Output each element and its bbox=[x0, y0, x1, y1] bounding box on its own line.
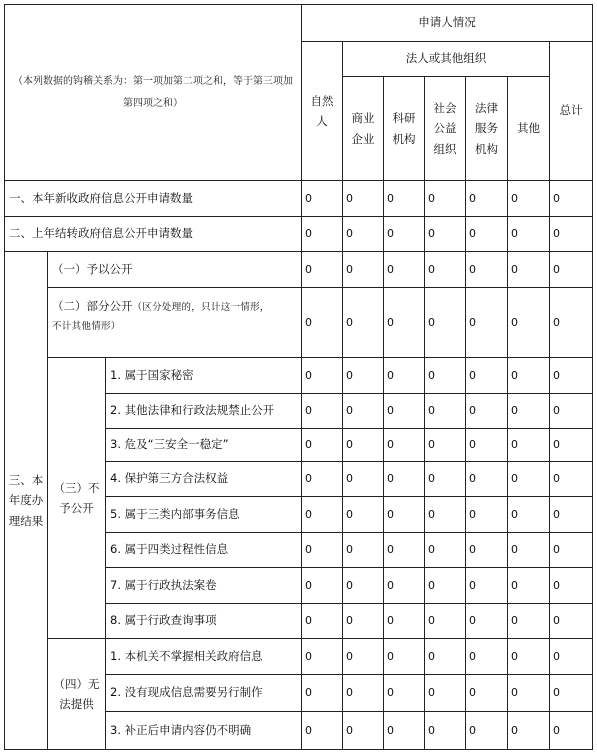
value-cell bbox=[425, 217, 466, 252]
unable-item-text: 3. 补正后申请内容仍不明确 bbox=[110, 722, 252, 737]
value-number: 0 bbox=[387, 191, 394, 205]
value-cell bbox=[384, 358, 425, 394]
value-cell bbox=[302, 712, 343, 750]
group-not-disclosed bbox=[48, 358, 106, 639]
value-cell bbox=[343, 497, 384, 533]
value-cell bbox=[508, 497, 550, 533]
value-number: 0 bbox=[346, 227, 353, 241]
value-cell bbox=[425, 639, 466, 675]
value-number: 0 bbox=[387, 227, 394, 241]
value-number: 0 bbox=[305, 614, 312, 628]
row-partially-disclosed-note-a: （区分处理的，只计这一情形， bbox=[132, 302, 270, 313]
value-number: 0 bbox=[511, 649, 518, 663]
value-cell bbox=[425, 568, 466, 604]
value-cell bbox=[466, 181, 508, 217]
group-annual-results-line-3: 理结果 bbox=[8, 513, 44, 528]
value-number: 0 bbox=[553, 438, 560, 452]
value-cell bbox=[508, 358, 550, 394]
value-number: 0 bbox=[469, 578, 476, 592]
not-disclosed-item-label bbox=[106, 533, 302, 568]
value-cell bbox=[425, 181, 466, 217]
value-cell bbox=[466, 288, 508, 358]
not-disclosed-item-label bbox=[106, 462, 302, 497]
value-cell bbox=[466, 604, 508, 639]
value-cell bbox=[343, 252, 384, 288]
value-cell bbox=[302, 675, 343, 712]
value-number: 0 bbox=[511, 368, 518, 382]
value-cell bbox=[550, 429, 593, 462]
value-cell bbox=[343, 429, 384, 462]
value-cell bbox=[508, 252, 550, 288]
value-number: 0 bbox=[428, 438, 435, 452]
value-cell bbox=[302, 288, 343, 358]
value-cell bbox=[302, 394, 343, 429]
value-cell bbox=[384, 568, 425, 604]
row-partially-disclosed-note-b: 不计其他情形） bbox=[52, 320, 121, 332]
value-cell bbox=[466, 429, 508, 462]
not-disclosed-item-text: 6. 属于四类过程性信息 bbox=[110, 542, 229, 557]
value-number: 0 bbox=[469, 472, 476, 486]
value-cell bbox=[343, 675, 384, 712]
value-cell bbox=[508, 181, 550, 217]
value-cell bbox=[466, 639, 508, 675]
value-cell bbox=[466, 217, 508, 252]
value-number: 0 bbox=[553, 507, 560, 521]
value-cell bbox=[508, 639, 550, 675]
value-number: 0 bbox=[387, 315, 394, 329]
value-cell bbox=[343, 533, 384, 568]
value-number: 0 bbox=[428, 649, 435, 663]
group-unable-to-provide-line-2: 法提供 bbox=[59, 697, 94, 711]
unable-item-text: 1. 本机关不掌握相关政府信息 bbox=[110, 648, 263, 663]
value-cell bbox=[384, 462, 425, 497]
value-number: 0 bbox=[428, 262, 435, 276]
value-number: 0 bbox=[553, 368, 560, 382]
row-new-requests-text: 一、本年新收政府信息公开申请数量 bbox=[9, 190, 193, 205]
header-other-label: 其他 bbox=[517, 120, 540, 135]
value-cell bbox=[343, 181, 384, 217]
value-number: 0 bbox=[305, 507, 312, 521]
value-number: 0 bbox=[553, 578, 560, 592]
not-disclosed-item-text: 8. 属于行政查询事项 bbox=[110, 613, 217, 628]
row-disclosed-text: （一）予以公开 bbox=[52, 261, 133, 276]
header-legal-org-label: 法人或其他组织 bbox=[405, 51, 487, 66]
group-annual-results-line-2: 年度办 bbox=[8, 493, 44, 508]
value-cell bbox=[302, 252, 343, 288]
value-number: 0 bbox=[428, 315, 435, 329]
value-number: 0 bbox=[553, 614, 560, 628]
value-number: 0 bbox=[387, 723, 394, 737]
value-cell bbox=[302, 181, 343, 217]
value-cell bbox=[550, 288, 593, 358]
header-legal-org bbox=[343, 42, 550, 77]
value-number: 0 bbox=[511, 191, 518, 205]
value-number: 0 bbox=[469, 191, 476, 205]
value-number: 0 bbox=[305, 472, 312, 486]
value-cell bbox=[466, 568, 508, 604]
value-number: 0 bbox=[305, 543, 312, 557]
value-number: 0 bbox=[469, 262, 476, 276]
value-number: 0 bbox=[428, 404, 435, 418]
value-number: 0 bbox=[387, 368, 394, 382]
value-cell bbox=[508, 217, 550, 252]
value-cell bbox=[384, 252, 425, 288]
value-cell bbox=[466, 394, 508, 429]
value-cell bbox=[550, 675, 593, 712]
value-number: 0 bbox=[469, 438, 476, 452]
value-number: 0 bbox=[305, 578, 312, 592]
header-applicant-situation-label: 申请人情况 bbox=[418, 15, 476, 30]
header-research-line-1: 科研 bbox=[392, 111, 416, 126]
value-number: 0 bbox=[387, 262, 394, 276]
value-number: 0 bbox=[469, 649, 476, 663]
value-cell bbox=[302, 568, 343, 604]
value-number: 0 bbox=[346, 368, 353, 382]
value-cell bbox=[384, 639, 425, 675]
value-cell bbox=[550, 252, 593, 288]
header-natural-person-line-2: 人 bbox=[316, 114, 328, 128]
value-cell bbox=[466, 497, 508, 533]
value-number: 0 bbox=[387, 438, 394, 452]
row-partially-disclosed-label bbox=[48, 288, 302, 358]
not-disclosed-item-label bbox=[106, 429, 302, 462]
value-cell bbox=[466, 462, 508, 497]
value-number: 0 bbox=[511, 438, 518, 452]
value-cell bbox=[343, 639, 384, 675]
value-number: 0 bbox=[469, 507, 476, 521]
value-cell bbox=[508, 712, 550, 750]
value-cell bbox=[302, 429, 343, 462]
value-cell bbox=[302, 217, 343, 252]
value-cell bbox=[384, 497, 425, 533]
header-note: （本列数据的钩稽关系为：第一项加第二项之和，等于第三项加第四项之和） bbox=[13, 75, 293, 109]
value-number: 0 bbox=[346, 315, 353, 329]
value-number: 0 bbox=[553, 404, 560, 418]
value-number: 0 bbox=[511, 315, 518, 329]
value-number: 0 bbox=[469, 723, 476, 737]
unable-item-text: 2. 没有现成信息需要另行制作 bbox=[110, 685, 263, 700]
value-number: 0 bbox=[511, 262, 518, 276]
value-cell bbox=[343, 568, 384, 604]
value-cell bbox=[384, 394, 425, 429]
value-number: 0 bbox=[511, 543, 518, 557]
value-cell bbox=[550, 394, 593, 429]
value-cell bbox=[550, 639, 593, 675]
value-number: 0 bbox=[428, 227, 435, 241]
value-cell bbox=[302, 462, 343, 497]
header-natural-person-line-1: 自然 bbox=[310, 93, 334, 108]
header-natural-person bbox=[302, 42, 343, 181]
value-number: 0 bbox=[428, 368, 435, 382]
value-number: 0 bbox=[469, 404, 476, 418]
header-legal-service bbox=[466, 77, 508, 181]
value-cell bbox=[508, 533, 550, 568]
value-number: 0 bbox=[387, 686, 394, 700]
value-cell bbox=[343, 394, 384, 429]
value-number: 0 bbox=[553, 191, 560, 205]
value-cell bbox=[466, 252, 508, 288]
header-business-line-2: 企业 bbox=[351, 131, 375, 146]
value-cell bbox=[302, 497, 343, 533]
value-number: 0 bbox=[469, 315, 476, 329]
value-cell bbox=[302, 639, 343, 675]
value-number: 0 bbox=[305, 649, 312, 663]
value-number: 0 bbox=[469, 227, 476, 241]
value-number: 0 bbox=[305, 315, 312, 329]
not-disclosed-item-text: 7. 属于行政执法案卷 bbox=[110, 577, 217, 592]
not-disclosed-item-text: 1. 属于国家秘密 bbox=[110, 367, 194, 382]
row-disclosed-label bbox=[48, 252, 302, 288]
value-cell bbox=[550, 712, 593, 750]
not-disclosed-item-label bbox=[106, 394, 302, 429]
not-disclosed-item-label bbox=[106, 568, 302, 604]
value-cell bbox=[550, 604, 593, 639]
header-social-welfare bbox=[425, 77, 466, 181]
value-number: 0 bbox=[511, 507, 518, 521]
value-cell bbox=[508, 394, 550, 429]
value-number: 0 bbox=[387, 543, 394, 557]
header-social-welfare-line-3: 组织 bbox=[433, 141, 457, 156]
value-number: 0 bbox=[346, 191, 353, 205]
header-social-welfare-line-2: 公益 bbox=[433, 121, 457, 136]
value-cell bbox=[425, 462, 466, 497]
value-number: 0 bbox=[346, 649, 353, 663]
value-cell bbox=[425, 252, 466, 288]
value-number: 0 bbox=[305, 227, 312, 241]
row-carried-over-label bbox=[4, 217, 302, 252]
value-number: 0 bbox=[469, 614, 476, 628]
value-number: 0 bbox=[428, 191, 435, 205]
value-number: 0 bbox=[469, 368, 476, 382]
value-number: 0 bbox=[511, 614, 518, 628]
group-unable-to-provide bbox=[48, 639, 106, 750]
value-number: 0 bbox=[553, 227, 560, 241]
value-cell bbox=[384, 429, 425, 462]
not-disclosed-item-label bbox=[106, 358, 302, 394]
value-number: 0 bbox=[346, 438, 353, 452]
group-not-disclosed-line-2: 予公开 bbox=[59, 501, 94, 515]
row-new-requests-label bbox=[4, 181, 302, 217]
value-cell bbox=[384, 533, 425, 568]
value-cell bbox=[384, 675, 425, 712]
value-cell bbox=[466, 358, 508, 394]
value-number: 0 bbox=[553, 315, 560, 329]
header-business bbox=[343, 77, 384, 181]
not-disclosed-item-text: 2. 其他法律和行政法规禁止公开 bbox=[110, 403, 275, 418]
value-number: 0 bbox=[305, 723, 312, 737]
header-total bbox=[550, 42, 593, 181]
header-research-line-2: 机构 bbox=[392, 131, 416, 146]
value-cell bbox=[425, 429, 466, 462]
value-number: 0 bbox=[553, 723, 560, 737]
value-cell bbox=[343, 604, 384, 639]
group-annual-results bbox=[4, 252, 48, 750]
value-number: 0 bbox=[553, 543, 560, 557]
value-cell bbox=[425, 288, 466, 358]
value-number: 0 bbox=[511, 404, 518, 418]
value-number: 0 bbox=[346, 686, 353, 700]
not-disclosed-item-text: 4. 保护第三方合法权益 bbox=[110, 471, 229, 486]
value-cell bbox=[425, 497, 466, 533]
value-number: 0 bbox=[428, 686, 435, 700]
value-cell bbox=[508, 429, 550, 462]
not-disclosed-item-label bbox=[106, 604, 302, 639]
header-research bbox=[384, 77, 425, 181]
value-number: 0 bbox=[346, 543, 353, 557]
value-number: 0 bbox=[387, 404, 394, 418]
value-cell bbox=[550, 462, 593, 497]
value-number: 0 bbox=[511, 723, 518, 737]
not-disclosed-item-text: 3. 危及“三安全一稳定” bbox=[110, 437, 229, 452]
value-number: 0 bbox=[428, 472, 435, 486]
value-cell bbox=[343, 358, 384, 394]
header-legal-service-line-2: 服务 bbox=[475, 121, 498, 136]
unable-item-label bbox=[106, 712, 302, 750]
header-applicant-situation bbox=[302, 4, 593, 42]
header-legal-service-line-3: 机构 bbox=[475, 141, 498, 156]
value-cell bbox=[343, 462, 384, 497]
value-cell bbox=[466, 533, 508, 568]
value-number: 0 bbox=[346, 472, 353, 486]
value-number: 0 bbox=[305, 368, 312, 382]
value-number: 0 bbox=[387, 578, 394, 592]
value-number: 0 bbox=[553, 649, 560, 663]
value-number: 0 bbox=[346, 578, 353, 592]
value-number: 0 bbox=[428, 507, 435, 521]
not-disclosed-item-text: 5. 属于三类内部事务信息 bbox=[110, 506, 240, 521]
header-total-label: 总计 bbox=[559, 103, 583, 118]
unable-item-label bbox=[106, 675, 302, 712]
value-number: 0 bbox=[553, 686, 560, 700]
value-number: 0 bbox=[428, 543, 435, 557]
group-unable-to-provide-line-1: （四）无 bbox=[53, 676, 100, 691]
value-number: 0 bbox=[428, 578, 435, 592]
value-number: 0 bbox=[305, 404, 312, 418]
value-cell bbox=[343, 217, 384, 252]
row-carried-over-text: 二、上年结转政府信息公开申请数量 bbox=[9, 226, 193, 241]
value-number: 0 bbox=[346, 614, 353, 628]
value-cell bbox=[550, 497, 593, 533]
value-cell bbox=[425, 533, 466, 568]
value-number: 0 bbox=[428, 723, 435, 737]
value-number: 0 bbox=[305, 262, 312, 276]
value-number: 0 bbox=[469, 686, 476, 700]
value-number: 0 bbox=[346, 404, 353, 418]
unable-item-label bbox=[106, 639, 302, 675]
value-cell bbox=[384, 604, 425, 639]
value-number: 0 bbox=[511, 472, 518, 486]
value-number: 0 bbox=[553, 472, 560, 486]
value-cell bbox=[550, 217, 593, 252]
row-partially-disclosed-text: （二）部分公开 bbox=[52, 299, 133, 313]
value-number: 0 bbox=[387, 614, 394, 628]
group-annual-results-line-1: 三、本 bbox=[8, 473, 44, 488]
group-not-disclosed-line-1: （三）不 bbox=[53, 480, 100, 495]
value-cell bbox=[384, 217, 425, 252]
value-number: 0 bbox=[305, 686, 312, 700]
value-cell bbox=[425, 675, 466, 712]
value-cell bbox=[466, 675, 508, 712]
value-cell bbox=[343, 712, 384, 750]
value-number: 0 bbox=[553, 262, 560, 276]
value-cell bbox=[343, 288, 384, 358]
value-number: 0 bbox=[428, 614, 435, 628]
value-number: 0 bbox=[346, 507, 353, 521]
value-number: 0 bbox=[305, 438, 312, 452]
value-cell bbox=[508, 462, 550, 497]
value-number: 0 bbox=[469, 543, 476, 557]
value-number: 0 bbox=[387, 507, 394, 521]
value-cell bbox=[302, 604, 343, 639]
value-cell bbox=[550, 358, 593, 394]
value-number: 0 bbox=[346, 262, 353, 276]
value-cell bbox=[302, 358, 343, 394]
value-cell bbox=[550, 181, 593, 217]
value-cell bbox=[302, 533, 343, 568]
header-legal-service-line-1: 法律 bbox=[475, 101, 498, 116]
value-cell bbox=[425, 358, 466, 394]
value-cell bbox=[384, 181, 425, 217]
value-number: 0 bbox=[387, 472, 394, 486]
value-cell bbox=[425, 604, 466, 639]
value-cell bbox=[425, 712, 466, 750]
value-cell bbox=[466, 712, 508, 750]
header-business-line-1: 商业 bbox=[351, 111, 375, 126]
value-cell bbox=[384, 712, 425, 750]
not-disclosed-item-label bbox=[106, 497, 302, 533]
header-social-welfare-line-1: 社会 bbox=[433, 101, 457, 116]
value-number: 0 bbox=[387, 649, 394, 663]
value-number: 0 bbox=[346, 723, 353, 737]
value-number: 0 bbox=[305, 191, 312, 205]
header-note-cell bbox=[4, 4, 302, 181]
value-cell bbox=[508, 288, 550, 358]
value-cell bbox=[425, 394, 466, 429]
value-number: 0 bbox=[511, 227, 518, 241]
value-cell bbox=[550, 533, 593, 568]
value-cell bbox=[508, 604, 550, 639]
value-cell bbox=[384, 288, 425, 358]
value-number: 0 bbox=[511, 686, 518, 700]
value-cell bbox=[508, 568, 550, 604]
value-cell bbox=[508, 675, 550, 712]
value-number: 0 bbox=[511, 578, 518, 592]
header-other bbox=[508, 77, 550, 181]
value-cell bbox=[550, 568, 593, 604]
